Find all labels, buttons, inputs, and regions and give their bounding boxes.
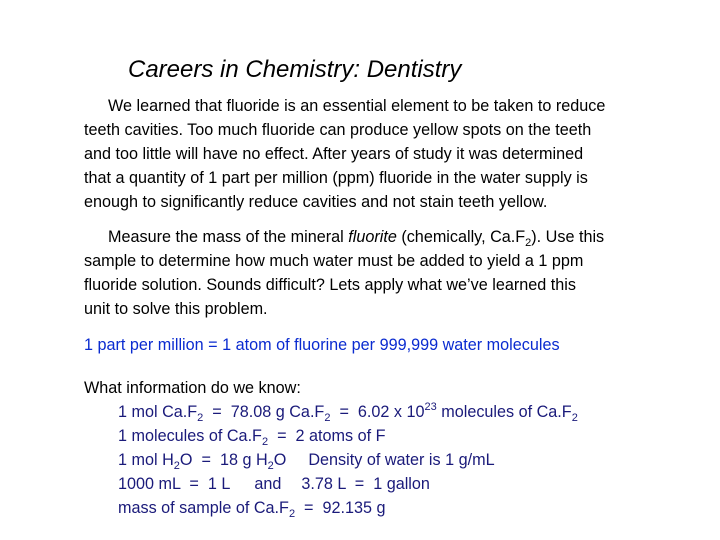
subscript: 2 — [197, 412, 204, 424]
paragraph-line: unit to solve this problem. — [84, 300, 268, 318]
text-run: = 2 atoms of F — [268, 427, 386, 445]
text-run: = 78.08 g Ca.F — [203, 403, 325, 421]
text-run: O — [273, 451, 287, 469]
paragraph-line: and too little will have no effect. After years of study it was determined — [84, 145, 584, 163]
text-run: molecules of Ca.F — [436, 403, 572, 421]
info-line-sample-mass — [118, 496, 578, 520]
subscript: 2 — [288, 508, 296, 520]
text-run: Measure the mass of the mineral — [108, 228, 349, 246]
info-list — [118, 400, 578, 520]
text-run: = 92.135 g — [295, 499, 386, 517]
subscript: 2 — [324, 412, 331, 424]
text-run: 1 mol H — [118, 451, 174, 469]
text-run: and — [254, 475, 282, 493]
text-run: mass of sample of Ca.F — [118, 499, 289, 517]
text-run: 1000 mL = 1 L — [118, 475, 231, 493]
subscript: 2 — [267, 460, 274, 472]
paragraph-line: sample to determine how much water must be added to yield a 1 ppm — [84, 252, 584, 270]
subscript: 2 — [525, 237, 532, 249]
info-line-atoms — [118, 424, 578, 448]
text-run: 1 mol Ca.F — [118, 403, 198, 421]
mineral-name: fluorite — [348, 228, 397, 246]
info-line-water — [118, 448, 578, 472]
paragraph-line: teeth cavities. Too much fluoride can produce yellow spots on the teeth — [84, 121, 592, 139]
slide-title: Careers in Chemistry: Dentistry — [128, 56, 462, 83]
paragraph-line: We learned that fluoride is an essential element to be taken to reduce — [108, 97, 606, 115]
text-run: = 6.02 x 10 — [330, 403, 425, 421]
info-line-volume — [118, 472, 578, 496]
subscript: 2 — [261, 436, 269, 448]
subscript: 2 — [173, 460, 180, 472]
paragraph-line: fluoride solution. Sounds difficult? Lets apply what we’ve learned this — [84, 276, 576, 294]
superscript: 23 — [424, 401, 437, 413]
subscript: 2 — [571, 412, 578, 424]
text-run: 3.78 L = 1 gallon — [301, 475, 430, 493]
paragraph-line: that a quantity of 1 part per million (ppm) fluoride in the water supply is — [84, 169, 588, 187]
paragraph-line: enough to significantly reduce cavities and not stain teeth yellow. — [84, 193, 548, 211]
ppm-definition: 1 part per million = 1 atom of fluorine per 999,999 water molecules — [84, 336, 560, 354]
intro-paragraph — [84, 94, 684, 214]
paragraph-line — [84, 225, 684, 249]
info-line-molar-mass — [118, 400, 578, 424]
text-run: ). Use this — [531, 228, 605, 246]
task-paragraph — [84, 225, 684, 321]
info-heading: What information do we know: — [84, 379, 301, 397]
text-run: (chemically, Ca.F — [396, 228, 526, 246]
text-run: O = 18 g H — [179, 451, 268, 469]
text-run: 1 molecules of Ca.F — [118, 427, 262, 445]
text-run: Density of water is 1 g/mL — [308, 451, 495, 469]
